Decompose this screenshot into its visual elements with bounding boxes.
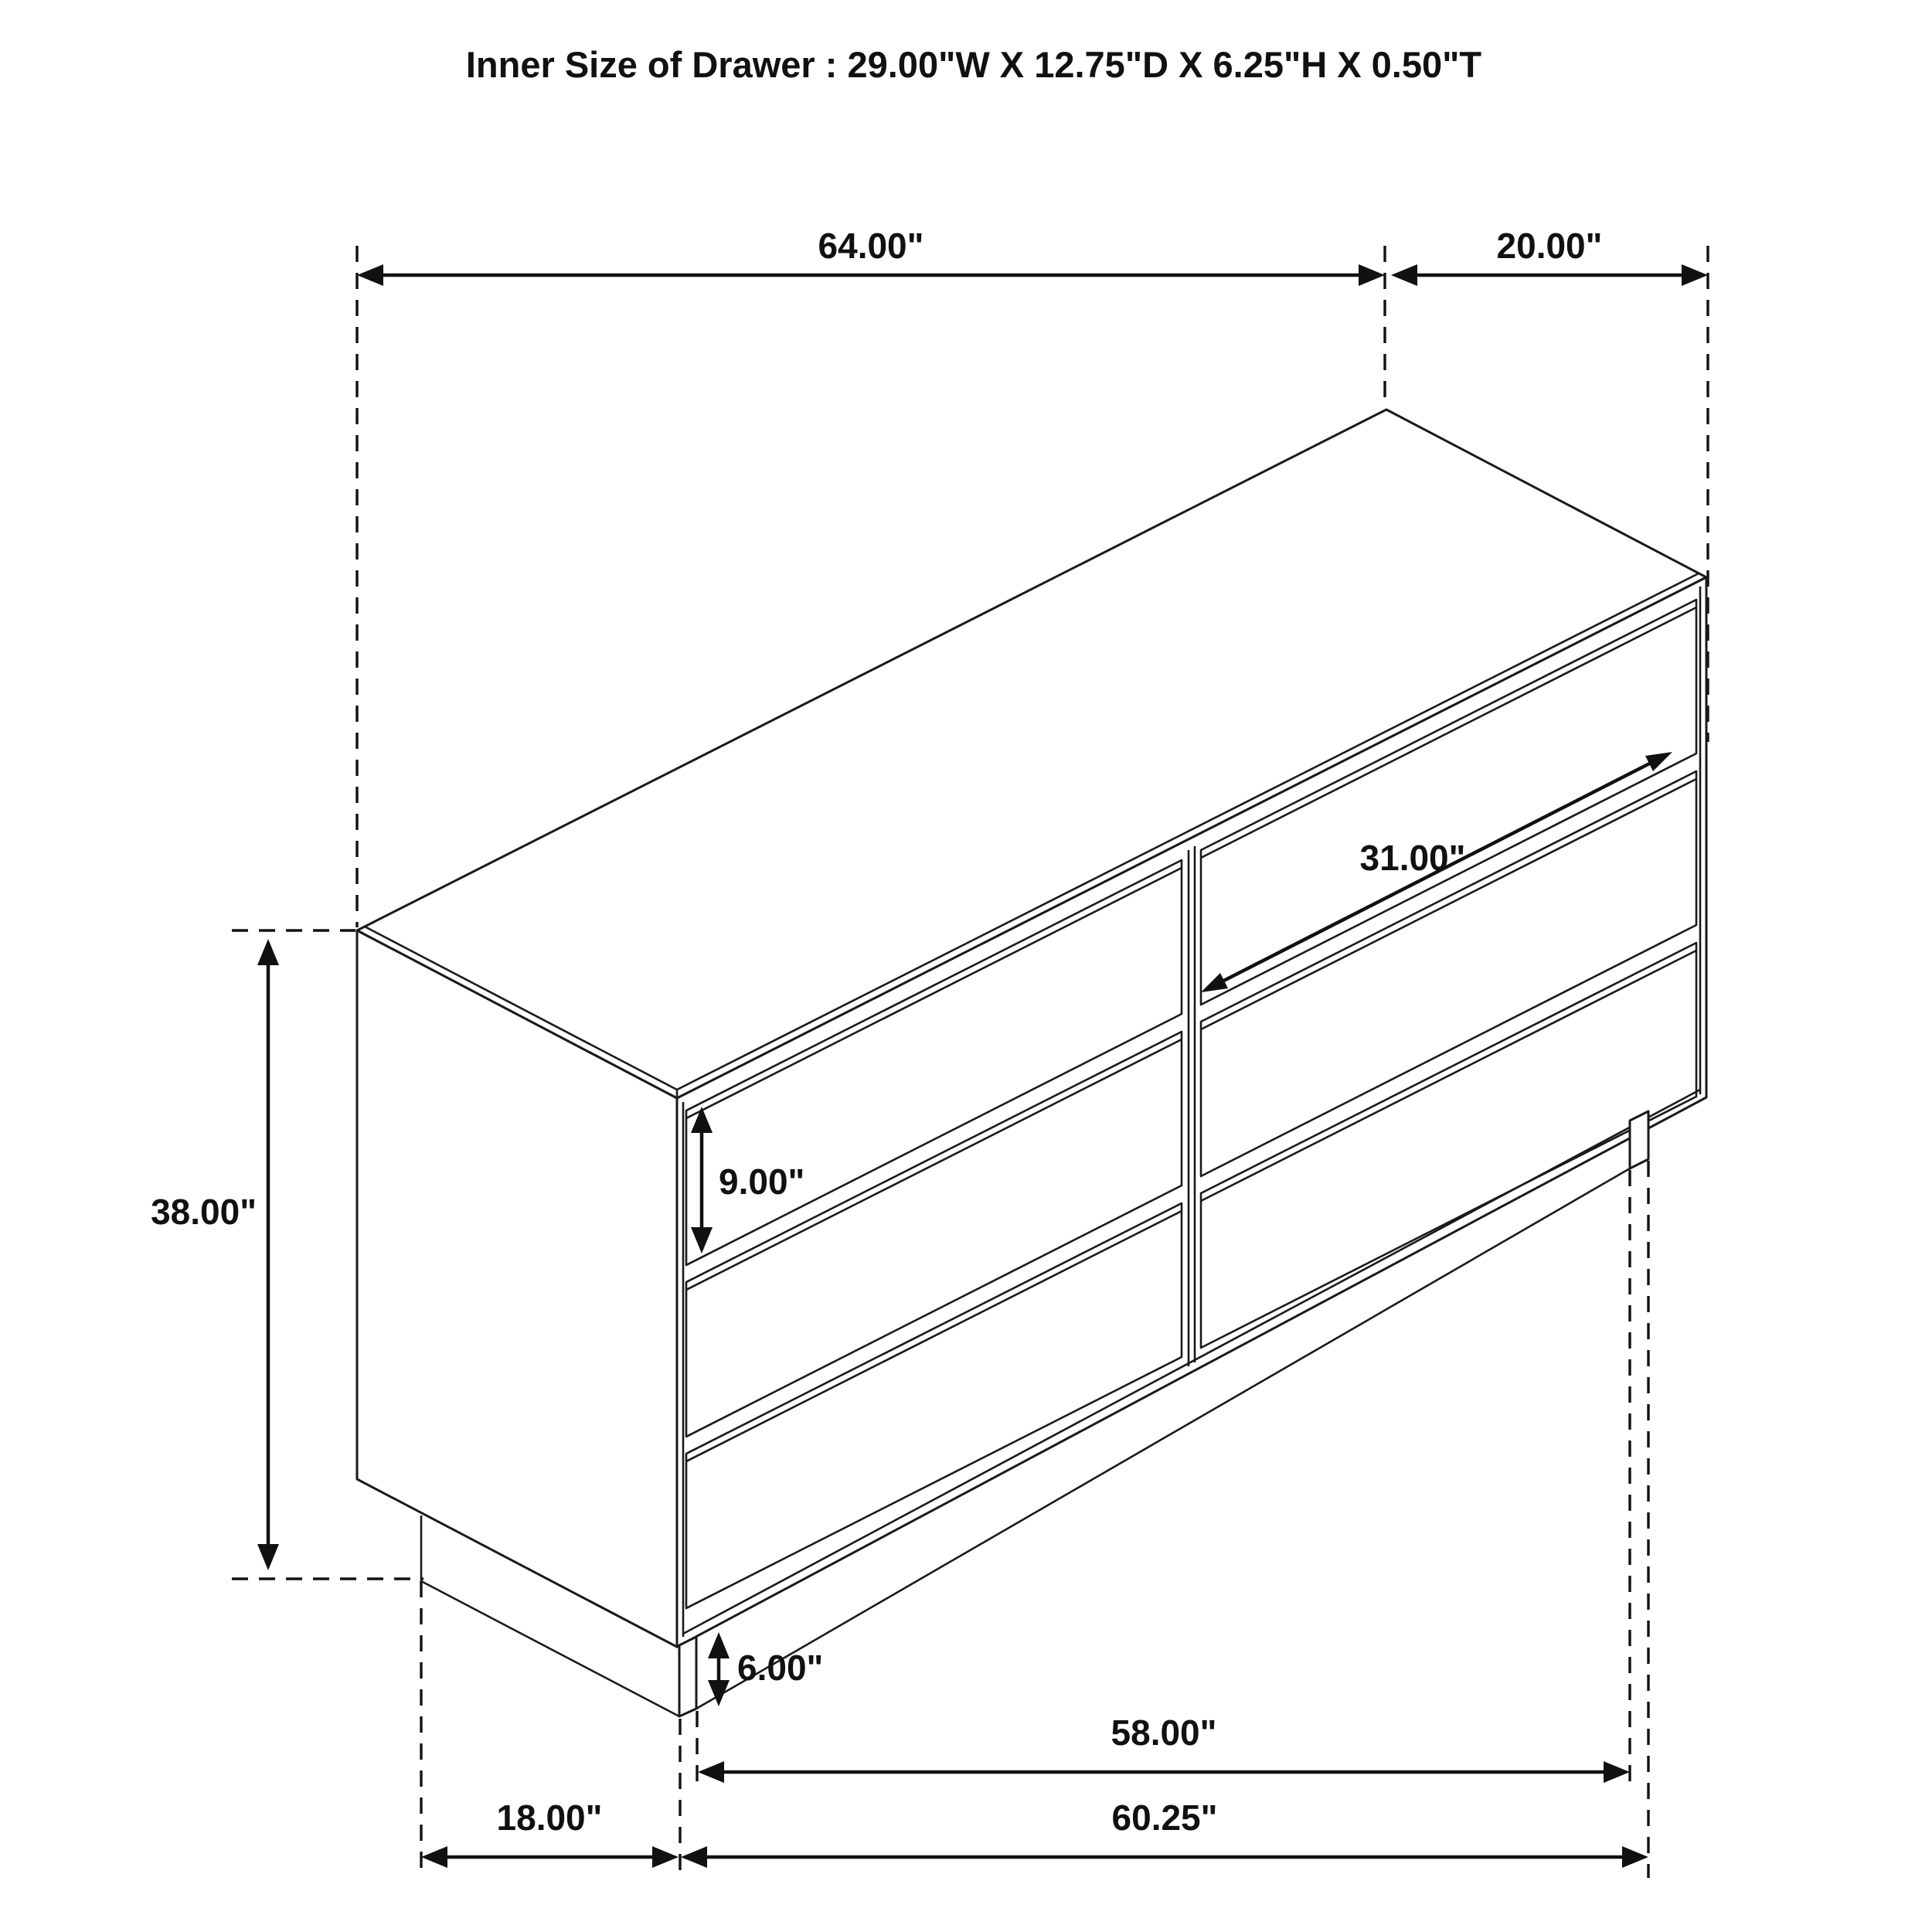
dim-label-side-offset: 18.00" bbox=[496, 1798, 603, 1838]
dim-label-overall-height: 38.00" bbox=[151, 1192, 257, 1232]
dim-label-drawer-front-height: 9.00" bbox=[719, 1162, 805, 1202]
dim-base-height bbox=[708, 1632, 823, 1706]
dim-label-base-height: 6.00" bbox=[737, 1648, 824, 1688]
right-foot bbox=[1630, 1111, 1648, 1168]
dim-base-outer-span bbox=[681, 1798, 1648, 1868]
dim-side-offset bbox=[421, 1798, 679, 1868]
dim-base-inner-span bbox=[698, 1713, 1630, 1783]
dim-top-width bbox=[357, 226, 1385, 286]
dim-top-depth bbox=[1391, 226, 1708, 286]
dim-overall-height bbox=[151, 939, 279, 1570]
dresser-drawing bbox=[357, 410, 1706, 1716]
dim-label-top-width: 64.00" bbox=[818, 226, 924, 266]
diagram-title: Inner Size of Drawer : 29.00"W X 12.75"D X 6.25"H X 0.50"T bbox=[465, 44, 1482, 85]
dim-label-base-outer-span: 60.25" bbox=[1111, 1798, 1218, 1838]
dim-label-drawer-width: 31.00" bbox=[1359, 838, 1466, 878]
left-foot bbox=[679, 1637, 696, 1716]
dim-label-top-depth: 20.00" bbox=[1496, 226, 1603, 266]
dim-label-base-inner-span: 58.00" bbox=[1111, 1713, 1217, 1753]
